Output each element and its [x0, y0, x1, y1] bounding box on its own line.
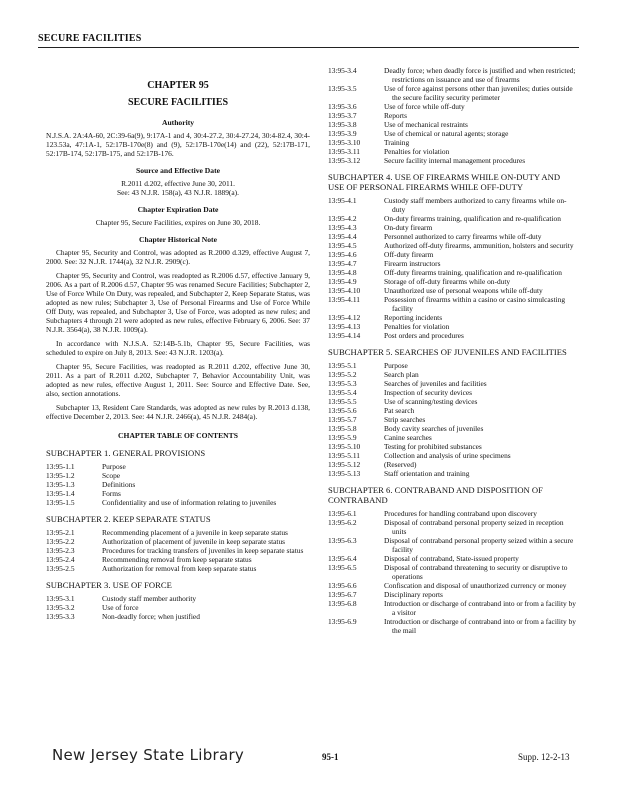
section-number: 13:95-5.6 [328, 406, 357, 415]
toc-entry [328, 451, 578, 460]
history-paragraph: Chapter 95, Secure Facilities, was readopted as R.2011 d.202, effective June 30, 2011. As a part of R.2011 d.202, Subchapter 7, Behavior Accountability Unit, was adopted as new rules, effective August 1, 2011. See: Source and Effective Date. See, also, section annotations. [46, 362, 310, 398]
section-number: 13:95-6.7 [328, 590, 357, 599]
section-number: 13:95-5.13 [328, 469, 361, 478]
source-line-1: R.2011 d.202, effective June 30, 2011. [121, 179, 235, 188]
section-number: 13:95-4.6 [328, 250, 357, 259]
section-number: 13:95-5.12 [328, 460, 361, 469]
section-title: Strip searches [384, 415, 426, 424]
right-toc-continued [328, 66, 578, 165]
section-title: Penalties for violation [384, 147, 450, 156]
section-title: Use of force against persons other than juveniles; duties outside the secure facility security perimeter [384, 84, 573, 102]
expiration-heading: Chapter Expiration Date [137, 205, 219, 214]
section-title: On-duty firearms training, qualification and re-qualification [384, 214, 561, 223]
toc-entry [46, 546, 310, 555]
section-number: 13:95-3.8 [328, 120, 357, 129]
section-title: Staff orientation and training [384, 469, 470, 478]
section-title: Deadly force; when deadly force is justified and when restricted; restrictions on issuance and use of firearms [384, 66, 576, 84]
section-title: Disposal of contraband, State-issued property [384, 554, 519, 563]
section-number: 13:95-3.6 [328, 102, 357, 111]
chapter-title: SECURE FACILITIES [127, 97, 229, 108]
section-number: 13:95-6.2 [328, 518, 357, 527]
section-number: 13:95-2.5 [46, 564, 75, 573]
toc-entry [328, 129, 578, 138]
section-title: Custody staff members authorized to carry firearms while on-duty [384, 196, 567, 214]
section-title: Recommending placement of a juvenile in keep separate status [102, 528, 288, 537]
section-title: Reports [384, 111, 407, 120]
toc-entry [328, 442, 578, 451]
section-title: Disposal of contraband personal property seized in reception units [384, 518, 564, 536]
toc-entry [46, 603, 310, 612]
section-title: Authorized off-duty firearms, ammunition, holsters and security [384, 241, 574, 250]
toc-entry [328, 156, 578, 165]
section-title: Recommending removal from keep separate status [102, 555, 252, 564]
section-title: Disposal of contraband threatening to security or disruptive to operations [384, 563, 568, 581]
subchapter-heading: SUBCHAPTER 1. GENERAL PROVISIONS [46, 448, 206, 458]
section-title: Disposal of contraband personal property seized within a secure facility [384, 536, 574, 554]
section-title: Non-deadly force; when justified [102, 612, 200, 621]
authority-text: N.J.S.A. 2A:4A-60, 2C:39-6a(9), 9:17A-1 and 4, 30:4-27.2, 30:4-27.24, 30:4-82.4, 30:4-123.53a, 47:1A-1, 52:17B-170e(8) and (9), 52:17B-170e(14) and (22), 52:17B-171, 52:17B-174, 52:17B-175, and 52:17B-176. [46, 131, 310, 158]
section-number: 13:95-4.10 [328, 286, 361, 295]
toc-entry [328, 415, 578, 424]
toc-entry [328, 460, 578, 469]
section-title: Secure facility internal management procedures [384, 156, 526, 165]
section-title: Storage of off-duty firearms while on-duty [384, 277, 511, 286]
section-number: 13:95-2.1 [46, 528, 75, 537]
toc-entry [328, 469, 578, 478]
section-number: 13:95-2.2 [46, 537, 75, 546]
toc-entry [328, 147, 578, 156]
section-number: 13:95-3.3 [46, 612, 75, 621]
left-column [46, 66, 310, 621]
section-title: Use of force [102, 603, 139, 612]
section-title: Authorization for removal from keep separate status [102, 564, 257, 573]
toc-entry [328, 214, 578, 223]
toc-entry [328, 66, 578, 84]
section-title: (Reserved) [384, 460, 417, 469]
section-number: 13:95-1.2 [46, 471, 75, 480]
section-number: 13:95-3.9 [328, 129, 357, 138]
subchapter-heading: SUBCHAPTER 3. USE OF FORCE [46, 580, 172, 590]
source-heading: Source and Effective Date [135, 166, 220, 175]
section-title: Searches of juveniles and facilities [384, 379, 487, 388]
toc-entry [328, 138, 578, 147]
section-number: 13:95-3.11 [328, 147, 360, 156]
toc-entry [328, 268, 578, 277]
source-line-2: See: 43 N.J.R. 158(a), 43 N.J.R. 1889(a). [117, 188, 239, 197]
subchapter-heading: SUBCHAPTER 2. KEEP SEPARATE STATUS [46, 514, 211, 524]
history-paragraph: Chapter 95, Security and Control, was adopted as R.2000 d.329, effective August 7, 2000. See: 32 N.J.R. 1744(a), 32 N.J.R. 2909(c). [46, 248, 310, 266]
section-number: 13:95-5.7 [328, 415, 357, 424]
toc-entry [46, 462, 310, 471]
section-number: 13:95-4.2 [328, 214, 357, 223]
section-title: Pat search [384, 406, 415, 415]
toc-entry [328, 120, 578, 129]
section-title: Scope [102, 471, 121, 480]
toc-entry [46, 537, 310, 546]
toc-entry [328, 563, 578, 581]
history-paragraph: Chapter 95, Security and Control, was readopted as R.2006 d.57, effective January 9, 2006. As a part of R.2006 d.57, Chapter 95 was renamed Secure Facilities; Subchapter 2, Use of Force While On Duty, was repealed, and Subchapter 2, Keep Separate Status, was adopted as new rules; Subchapter 3, Use of Personal Firearms and Use of Force While Off Duty, was repealed, and Subchapter 3, Use of Force, was adopted as new rules; and Subchapters 4 through 21 were adopted as new rules, effective February 6, 2006. See: 37 N.J.R. 3564(a), 38 N.J.R. 1009(a). [46, 271, 310, 334]
section-title: Use of force while off-duty [384, 102, 465, 111]
section-title: Search plan [384, 370, 419, 379]
section-title: Definitions [102, 480, 136, 489]
toc-entry [328, 84, 578, 102]
subchapter-heading: SUBCHAPTER 4. USE OF FIREARMS WHILE ON-DUTY AND USE OF PERSONAL FIREARMS WHILE OFF-DUTY [328, 172, 561, 192]
subchapter-heading: SUBCHAPTER 6. CONTRABAND AND DISPOSITION OF CONTRABAND [328, 485, 543, 505]
toc-entry [328, 250, 578, 259]
section-number: 13:95-4.7 [328, 259, 357, 268]
expiration-text: Chapter 95, Secure Facilities, expires on June 30, 2018. [95, 218, 261, 227]
section-number: 13:95-4.9 [328, 277, 357, 286]
toc-entry [328, 322, 578, 331]
section-number: 13:95-5.11 [328, 451, 360, 460]
section-number: 13:95-2.3 [46, 546, 75, 555]
section-number: 13:95-6.9 [328, 617, 357, 626]
section-title: Training [384, 138, 410, 147]
toc-entry [328, 111, 578, 120]
section-title: Possession of firearms within a casino or casino simulcasting facility [384, 295, 566, 313]
toc-entry [328, 223, 578, 232]
toc-entry [46, 555, 310, 564]
chapter-number: CHAPTER 95 [147, 80, 209, 91]
section-title: Firearm instructors [384, 259, 441, 268]
left-toc [46, 448, 310, 621]
library-watermark: New Jersey State Library [52, 746, 245, 764]
toc-entry [328, 102, 578, 111]
toc-entry [328, 581, 578, 590]
section-title: Use of chemical or natural agents; storage [384, 129, 509, 138]
section-title: Procedures for handling contraband upon discovery [384, 509, 537, 518]
toc-entry [46, 564, 310, 573]
section-title: Inspection of security devices [384, 388, 473, 397]
section-number: 13:95-5.8 [328, 424, 357, 433]
history-paragraph: In accordance with N.J.S.A. 52:14B-5.1b, Chapter 95, Secure Facilities, was scheduled to expire on July 8, 2013. See: 43 N.J.R. 1203(a). [46, 339, 310, 357]
toc-entry [46, 594, 310, 603]
section-title: Reporting incidents [384, 313, 443, 322]
section-number: 13:95-4.5 [328, 241, 357, 250]
section-number: 13:95-3.4 [328, 66, 357, 75]
toc-entry [328, 313, 578, 322]
subchapter-heading: SUBCHAPTER 5. SEARCHES OF JUVENILES AND FACILITIES [328, 347, 567, 357]
section-number: 13:95-5.2 [328, 370, 357, 379]
toc-entry [46, 480, 310, 489]
section-title: Canine searches [384, 433, 432, 442]
section-number: 13:95-2.4 [46, 555, 75, 564]
section-number: 13:95-4.8 [328, 268, 357, 277]
section-title: Collection and analysis of urine specimens [384, 451, 511, 460]
toc-entry [328, 370, 578, 379]
supplement-date: Supp. 12-2-13 [518, 752, 570, 762]
section-number: 13:95-4.4 [328, 232, 357, 241]
section-title: Authorization of placement of juvenile in keep separate status [102, 537, 286, 546]
section-number: 13:95-3.7 [328, 111, 357, 120]
section-number: 13:95-4.14 [328, 331, 361, 340]
toc-entry [328, 241, 578, 250]
toc-entry [328, 286, 578, 295]
toc-heading: CHAPTER TABLE OF CONTENTS [118, 431, 238, 440]
running-head: SECURE FACILITIES [38, 33, 142, 44]
toc-entry [328, 196, 578, 214]
section-number: 13:95-5.4 [328, 388, 357, 397]
section-number: 13:95-5.3 [328, 379, 357, 388]
right-toc [328, 172, 578, 635]
section-number: 13:95-3.10 [328, 138, 361, 147]
toc-entry [328, 331, 578, 340]
toc-entry [46, 498, 310, 507]
toc-entry [328, 295, 578, 313]
section-number: 13:95-5.1 [328, 361, 357, 370]
section-number: 13:95-1.3 [46, 480, 75, 489]
toc-entry [46, 612, 310, 621]
toc-entry [46, 528, 310, 537]
section-number: 13:95-6.3 [328, 536, 357, 545]
section-number: 13:95-5.10 [328, 442, 361, 451]
toc-entry [328, 388, 578, 397]
section-title: Testing for prohibited substances [384, 442, 482, 451]
page-number: 95-1 [322, 752, 339, 762]
section-title: Body cavity searches of juveniles [384, 424, 484, 433]
section-title: Unauthorized use of personal weapons while off-duty [384, 286, 543, 295]
toc-entry [328, 509, 578, 518]
toc-entry [328, 554, 578, 563]
section-title: Confidentiality and use of information relating to juveniles [102, 498, 277, 507]
section-title: Purpose [102, 462, 126, 471]
section-number: 13:95-1.5 [46, 498, 75, 507]
section-title: Custody staff member authority [102, 594, 197, 603]
toc-entry [328, 232, 578, 241]
section-title: Introduction or discharge of contraband into or from a facility by a visitor [384, 599, 576, 617]
history-paragraphs [46, 248, 310, 421]
section-title: Forms [102, 489, 121, 498]
section-number: 13:95-6.5 [328, 563, 357, 572]
toc-entry [328, 599, 578, 617]
section-number: 13:95-4.3 [328, 223, 357, 232]
section-number: 13:95-4.13 [328, 322, 361, 331]
section-title: Disciplinary reports [384, 590, 443, 599]
header-rule [38, 47, 579, 48]
section-title: Procedures for tracking transfers of juveniles in keep separate status [102, 546, 304, 555]
section-number: 13:95-6.4 [328, 554, 357, 563]
section-title: Off-duty firearm [384, 250, 434, 259]
section-number: 13:95-5.9 [328, 433, 357, 442]
section-title: On-duty firearm [384, 223, 433, 232]
section-number: 13:95-6.1 [328, 509, 357, 518]
section-number: 13:95-6.6 [328, 581, 357, 590]
toc-entry [328, 361, 578, 370]
section-number: 13:95-4.11 [328, 295, 360, 304]
right-column [328, 66, 578, 635]
section-title: Post orders and procedures [384, 331, 464, 340]
toc-entry [46, 471, 310, 480]
toc-entry [328, 518, 578, 536]
section-title: Penalties for violation [384, 322, 450, 331]
section-number: 13:95-1.4 [46, 489, 75, 498]
section-title: Use of mechanical restraints [384, 120, 468, 129]
section-number: 13:95-3.12 [328, 156, 361, 165]
section-title: Off-duty firearms training, qualification and re-qualification [384, 268, 562, 277]
section-number: 13:95-4.12 [328, 313, 361, 322]
authority-heading: Authority [161, 118, 195, 127]
toc-entry [46, 489, 310, 498]
toc-entry [328, 617, 578, 635]
toc-entry [328, 277, 578, 286]
toc-entry [328, 536, 578, 554]
section-number: 13:95-4.1 [328, 196, 357, 205]
history-heading: Chapter Historical Note [139, 235, 217, 244]
section-title: Personnel authorized to carry firearms while off-duty [384, 232, 542, 241]
toc-entry [328, 406, 578, 415]
section-number: 13:95-5.5 [328, 397, 357, 406]
section-number: 13:95-6.8 [328, 599, 357, 608]
section-title: Confiscation and disposal of unauthorized currency or money [384, 581, 567, 590]
section-title: Introduction or discharge of contraband into or from a facility by the mail [384, 617, 576, 635]
history-paragraph: Subchapter 13, Resident Care Standards, was adopted as new rules by R.2013 d.138, effective December 2, 2013. See: 44 N.J.R. 2466(a), 45 N.J.R. 2484(a). [46, 403, 310, 421]
section-number: 13:95-1.1 [46, 462, 75, 471]
section-title: Purpose [384, 361, 408, 370]
toc-entry [328, 433, 578, 442]
section-title: Use of scanning/testing devices [384, 397, 478, 406]
toc-entry [328, 424, 578, 433]
section-number: 13:95-3.1 [46, 594, 75, 603]
toc-entry [328, 590, 578, 599]
section-number: 13:95-3.5 [328, 84, 357, 93]
toc-entry [328, 379, 578, 388]
section-number: 13:95-3.2 [46, 603, 75, 612]
toc-entry [328, 259, 578, 268]
toc-entry [328, 397, 578, 406]
